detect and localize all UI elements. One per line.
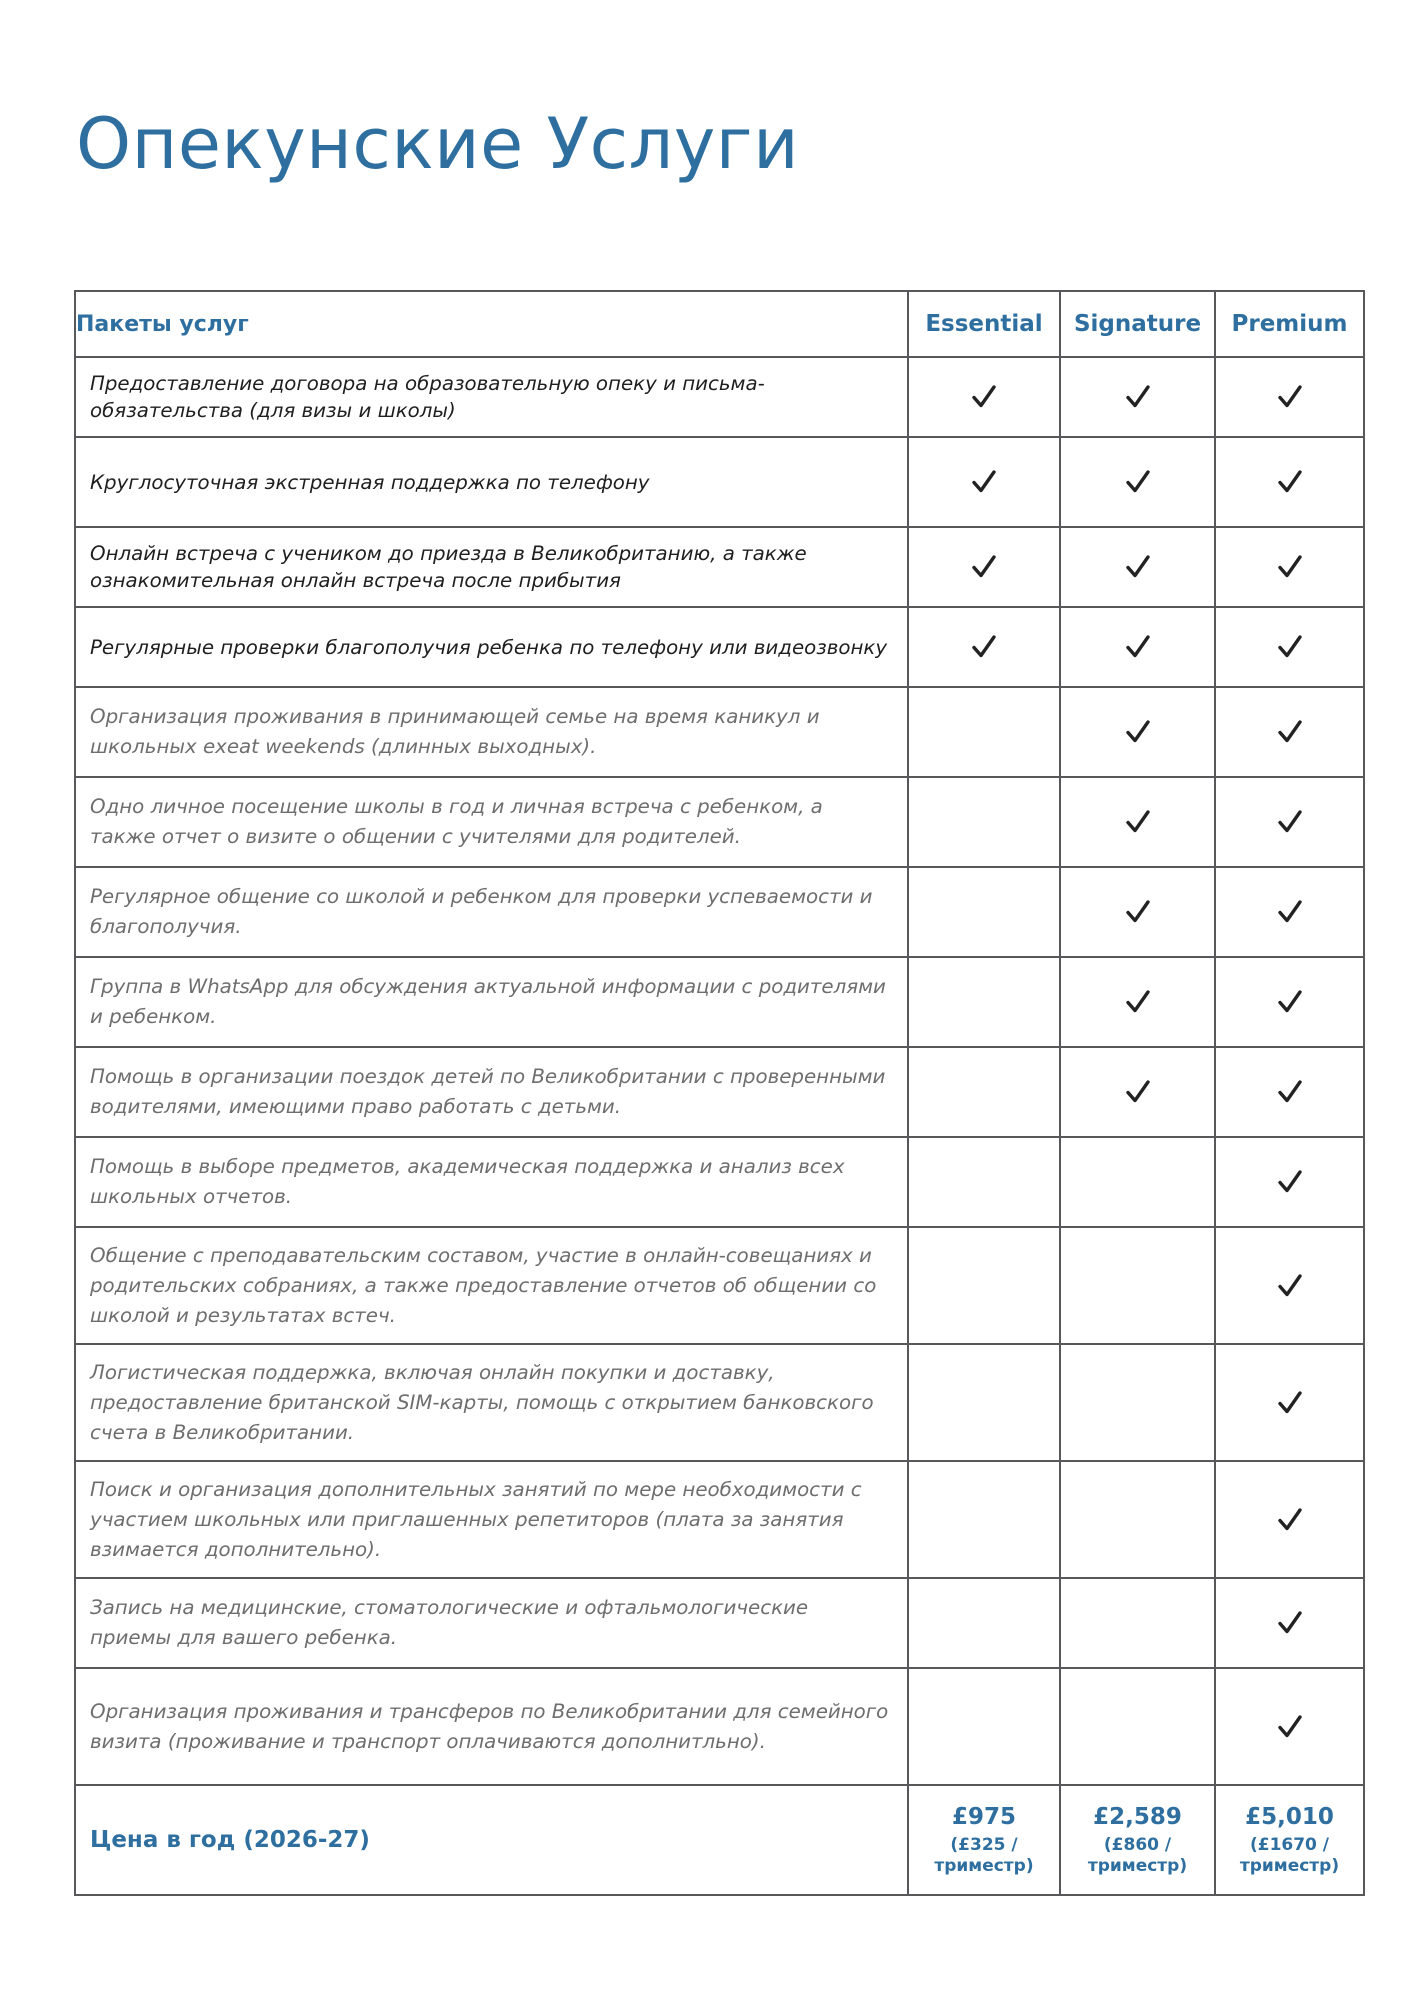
check-icon: [1277, 1079, 1303, 1105]
premium-term-price: (£1670 / триместр): [1239, 1835, 1340, 1876]
essential-cell: [908, 957, 1060, 1047]
essential-cell: [908, 1578, 1060, 1668]
essential-cell: [908, 437, 1060, 527]
essential-cell: [908, 1227, 1060, 1344]
essential-cell: [908, 607, 1060, 687]
check-icon: [1277, 1610, 1303, 1636]
check-icon: [1277, 384, 1303, 410]
table-row: [75, 1668, 1364, 1785]
check-icon: [1277, 719, 1303, 745]
check-icon: [1277, 1714, 1303, 1740]
essential-cell: [908, 1668, 1060, 1785]
page-title: Опекунские Услуги: [76, 103, 800, 185]
service-description: Поиск и организация дополнительных занятий по мере необходимости с участием школьных или приглашенных репетиторов (плата за занятия взимается дополнительно).: [75, 1461, 908, 1578]
signature-cell: [1060, 527, 1215, 607]
table-row: [75, 777, 1364, 867]
check-icon: [971, 554, 997, 580]
signature-cell: [1060, 777, 1215, 867]
premium-cell: [1215, 777, 1364, 867]
essential-cell: [908, 777, 1060, 867]
table-row: [75, 1137, 1364, 1227]
check-icon: [971, 469, 997, 495]
service-description: Организация проживания и трансферов по Великобритании для семейного визита (проживание и транспорт оплачиваются дополнитльно).: [75, 1668, 908, 1785]
premium-cell: [1215, 1461, 1364, 1578]
signature-price: £2,589: [1093, 1803, 1182, 1830]
essential-term-price: (£325 / триместр): [934, 1835, 1034, 1876]
service-description: Регулярное общение со школой и ребенком для проверки успеваемости и благополучия.: [75, 867, 908, 957]
check-icon: [1277, 1273, 1303, 1299]
table-row: [75, 957, 1364, 1047]
service-description: Помощь в организации поездок детей по Великобритании с проверенными водителями, имеющими право работать с детьми.: [75, 1047, 908, 1137]
service-description: Онлайн встреча с учеником до приезда в Великобританию, а также ознакомительная онлайн встреча после прибытия: [75, 527, 908, 607]
signature-cell: [1060, 687, 1215, 777]
essential-cell: [908, 1344, 1060, 1461]
premium-header: Premium: [1215, 291, 1364, 357]
table-row: [75, 357, 1364, 437]
price-row: [75, 1785, 1364, 1895]
signature-cell: [1060, 1137, 1215, 1227]
signature-term-price: (£860 / триместр): [1087, 1835, 1188, 1876]
check-icon: [1125, 469, 1151, 495]
check-icon: [1277, 554, 1303, 580]
signature-cell: [1060, 867, 1215, 957]
table-body: [75, 357, 1364, 1785]
premium-cell: [1215, 1047, 1364, 1137]
signature-cell: [1060, 957, 1215, 1047]
essential-price-cell: [908, 1785, 1060, 1895]
service-description: Общение с преподавательским составом, участие в онлайн-совещаниях и родительских собраниях, а также предоставление отчетов об общении со школой и результатах встеч.: [75, 1227, 908, 1344]
check-icon: [1277, 1169, 1303, 1195]
check-icon: [1277, 809, 1303, 835]
packages-header: Пакеты услуг: [75, 291, 908, 357]
signature-cell: [1060, 1047, 1215, 1137]
check-icon: [1125, 899, 1151, 925]
table-row: [75, 1047, 1364, 1137]
service-description: Организация проживания в принимающей семье на время каникул и школьных exeat weekends (длинных выходных).: [75, 687, 908, 777]
premium-cell: [1215, 867, 1364, 957]
premium-cell: [1215, 1137, 1364, 1227]
check-icon: [1125, 634, 1151, 660]
table-row: [75, 527, 1364, 607]
check-icon: [1125, 1079, 1151, 1105]
table-row: [75, 687, 1364, 777]
service-description: Одно личное посещение школы в год и личная встреча с ребенком, а также отчет о визите о общении с учителями для родителей.: [75, 777, 908, 867]
check-icon: [1277, 469, 1303, 495]
check-icon: [1277, 899, 1303, 925]
check-icon: [1125, 989, 1151, 1015]
table-row: [75, 607, 1364, 687]
service-description: Запись на медицинские, стоматологические и офтальмологические приемы для вашего ребенка.: [75, 1578, 908, 1668]
essential-cell: [908, 1137, 1060, 1227]
check-icon: [1277, 989, 1303, 1015]
premium-price: £5,010: [1245, 1803, 1334, 1830]
premium-cell: [1215, 527, 1364, 607]
check-icon: [1125, 719, 1151, 745]
premium-cell: [1215, 437, 1364, 527]
check-icon: [1277, 1507, 1303, 1533]
service-description: Помощь в выборе предметов, академическая поддержка и анализ всех школьных отчетов.: [75, 1137, 908, 1227]
table-row: [75, 867, 1364, 957]
signature-cell: [1060, 607, 1215, 687]
service-description: Круглосуточная экстренная поддержка по телефону: [75, 437, 908, 527]
table-row: [75, 437, 1364, 527]
signature-cell: [1060, 1461, 1215, 1578]
premium-cell: [1215, 687, 1364, 777]
premium-price-cell: [1215, 1785, 1364, 1895]
signature-cell: [1060, 357, 1215, 437]
table-row: [75, 1461, 1364, 1578]
premium-cell: [1215, 1344, 1364, 1461]
signature-header: Signature: [1060, 291, 1215, 357]
check-icon: [1125, 809, 1151, 835]
table-row: [75, 1578, 1364, 1668]
essential-cell: [908, 687, 1060, 777]
table-header: [75, 291, 1364, 357]
check-icon: [1277, 1390, 1303, 1416]
premium-cell: [1215, 1227, 1364, 1344]
signature-cell: [1060, 437, 1215, 527]
price-label: Цена в год (2026-27): [75, 1785, 908, 1895]
service-description: Предоставление договора на образовательную опеку и письма-обязательства (для визы и школы): [75, 357, 908, 437]
essential-cell: [908, 1047, 1060, 1137]
essential-price: £975: [951, 1803, 1016, 1830]
signature-cell: [1060, 1344, 1215, 1461]
premium-cell: [1215, 357, 1364, 437]
check-icon: [971, 384, 997, 410]
check-icon: [971, 634, 997, 660]
table-row: [75, 1344, 1364, 1461]
signature-cell: [1060, 1227, 1215, 1344]
service-description: Группа в WhatsApp для обсуждения актуальной информации с родителями и ребенком.: [75, 957, 908, 1047]
check-icon: [1125, 554, 1151, 580]
essential-cell: [908, 867, 1060, 957]
premium-cell: [1215, 1578, 1364, 1668]
service-description: Регулярные проверки благополучия ребенка по телефону или видеозвонку: [75, 607, 908, 687]
essential-cell: [908, 1461, 1060, 1578]
signature-cell: [1060, 1668, 1215, 1785]
essential-cell: [908, 527, 1060, 607]
signature-cell: [1060, 1578, 1215, 1668]
check-icon: [1125, 384, 1151, 410]
services-table: [74, 290, 1365, 1896]
service-description: Логистическая поддержка, включая онлайн покупки и доставку, предоставление британской SIM-карты, помощь с открытием банковского счета в Великобритании.: [75, 1344, 908, 1461]
premium-cell: [1215, 607, 1364, 687]
premium-cell: [1215, 957, 1364, 1047]
premium-cell: [1215, 1668, 1364, 1785]
signature-price-cell: [1060, 1785, 1215, 1895]
essential-cell: [908, 357, 1060, 437]
essential-header: Essential: [908, 291, 1060, 357]
check-icon: [1277, 634, 1303, 660]
table-row: [75, 1227, 1364, 1344]
